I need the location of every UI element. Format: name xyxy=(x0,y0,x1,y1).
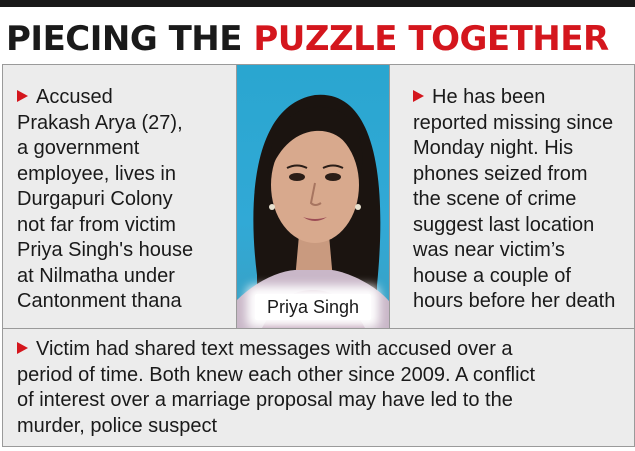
left-column-text: Accused Prakash Arya (27), a government employee, lives in Durgapuri Colony not far from victim Priya Singh's house at Nilmatha under Cantonment thana xyxy=(17,86,194,312)
portrait-illustration xyxy=(237,65,389,328)
bullet-arrow-icon xyxy=(17,90,28,102)
top-rule xyxy=(0,0,635,7)
headline xyxy=(6,14,609,64)
bottom-text: Victim had shared text messages with accused over a period of time. Both knew each other since 2009. A conflict of interest over a marriage proposal may have led to the murder, police suspect xyxy=(17,338,536,437)
section-divider xyxy=(3,328,634,329)
bullet-arrow-icon xyxy=(17,342,28,354)
bullet-arrow-icon xyxy=(413,90,424,102)
headline-part-red: PUZZLE TOGETHER xyxy=(253,19,609,59)
bottom-text-block xyxy=(17,337,627,439)
info-panel xyxy=(2,64,635,447)
victim-photo xyxy=(236,65,390,328)
photo-caption: Priya Singh xyxy=(255,294,371,320)
right-column-text-block xyxy=(413,85,635,315)
left-column-text-block xyxy=(17,85,232,315)
headline-part-black: PIECING THE xyxy=(6,19,254,59)
right-column-text: He has been reported missing since Monday night. His phones seized from the scene of crime suggest last location was near victim’s house a couple of hours before her death xyxy=(413,86,616,312)
